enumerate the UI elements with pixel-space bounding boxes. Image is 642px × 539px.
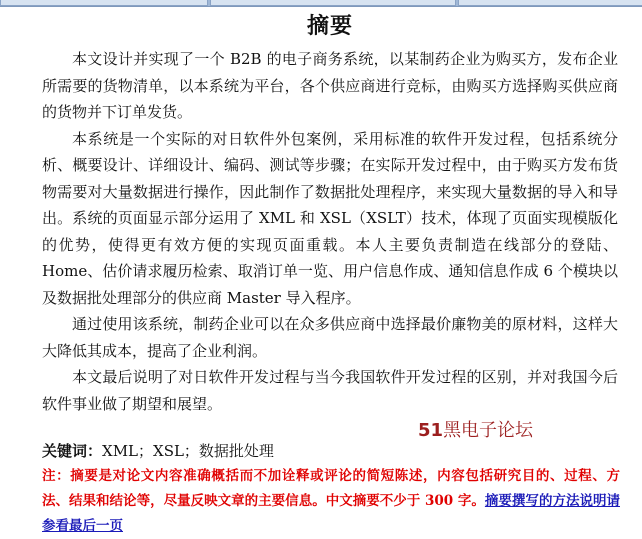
tab-3[interactable] [458,0,642,6]
tab-1[interactable] [0,0,208,6]
abstract-paragraph-4: 本文最后说明了对日软件开发过程与当今我国软件开发过程的区别，并对我国今后软件事业做了期望和展望。 [42,368,618,413]
document-body [42,12,618,417]
keywords-text: XML；XSL；数据批处理 [102,442,274,460]
instruction-note [42,464,620,539]
abstract-paragraph-2: 本系统是一个实际的对日软件外包案例，采用标准的软件开发过程，包括系统分析、概要设计、详细设计、编码、测试等步骤；在实际开发过程中，由于购买方发布货物需要对大量数据进行操作，因此制作了数据批处理程序，来实现大量数据的导入和导出。系统的页面显示部分运用了 XML 和 XSL（XSLT）技术，体现了页面实现模版化的优势，使得更有效方便的实现页面重载。本人主要负责制造在线部分的登陆、Home、估价请求履历检索、取消订单一览、用户信息作成、通知信息作成 6 个模块以及数据批处理部分的供应商 Master 导入程序。 [42,129,618,307]
tab-2[interactable] [210,0,456,6]
abstract-paragraph-3: 通过使用该系统，制药企业可以在众多供应商中选择最价廉物美的原材料，这样大大降低其成本，提高了企业利润。 [42,315,618,360]
watermark-text: 黑电子论坛 [443,420,534,441]
forum-watermark [418,416,533,442]
note-link[interactable]: 摘要撰写的方法说明请参看最后一页 [42,493,620,534]
watermark-number: 51 [418,420,444,441]
abstract-paragraph-1: 本文设计并实现了一个 B2B 的电子商务系统，以某制药企业为购买方，发布企业所需要的货物清单，以本系统为平台，各个供应商进行竞标，由购买方选择购买供应商的货物并下订单发货。 [42,50,618,121]
note-text: 注：摘要是对论文内容准确概括而不加诠释或评论的简短陈述，内容包括研究目的、过程、方法、结果和结论等，尽量反映文章的主要信息。中文摘要不少于 300 字。 [42,468,620,509]
page-title: 摘要 [306,13,353,39]
keywords-line [42,440,274,462]
window-tab-strip [0,0,642,7]
keywords-label: 关键词： [42,442,103,460]
